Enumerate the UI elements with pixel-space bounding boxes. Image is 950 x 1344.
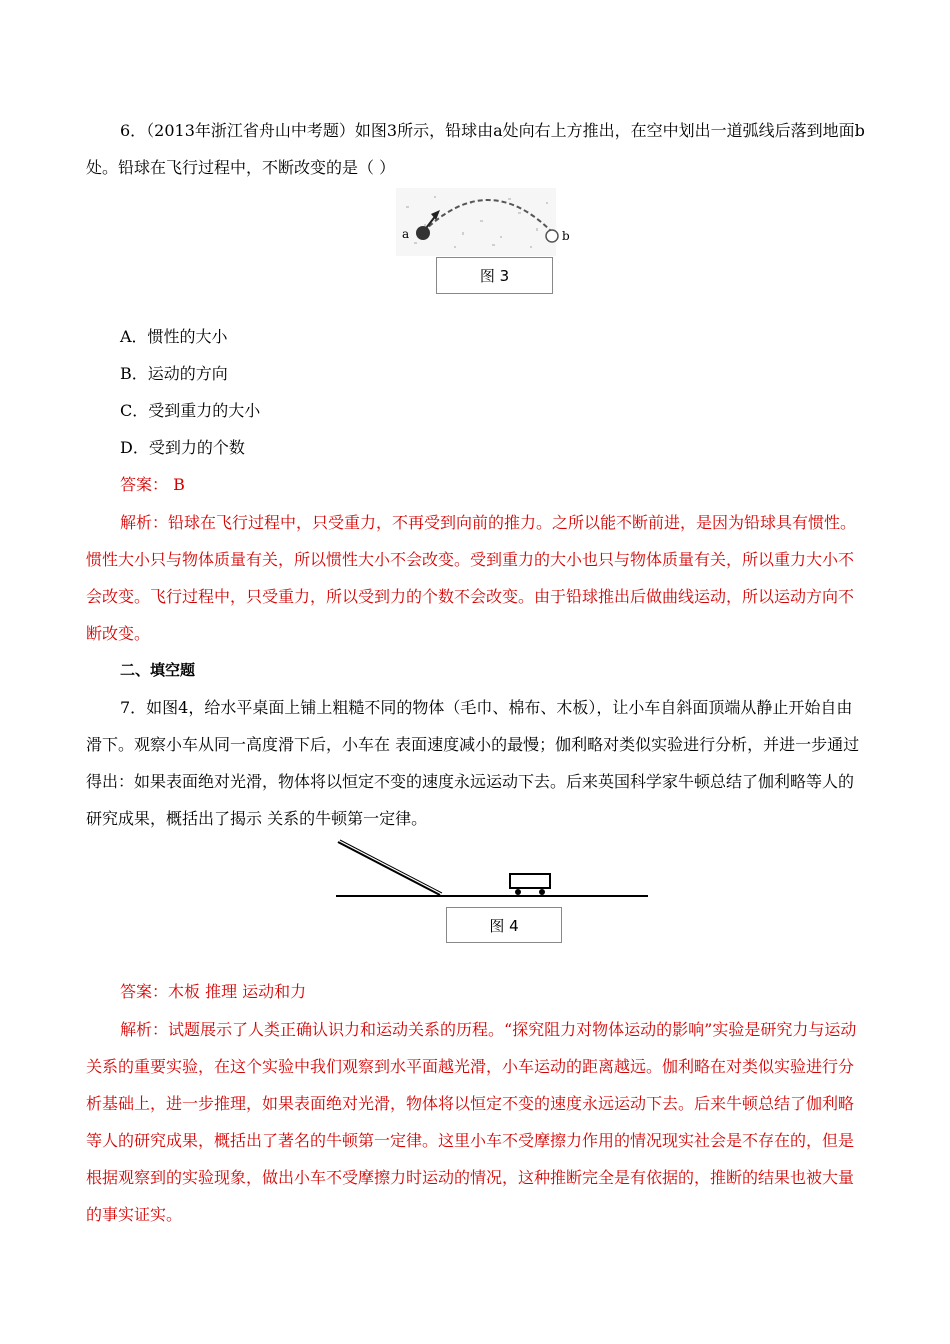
- ball-a: [416, 226, 430, 240]
- figure-3-caption: 图 3: [436, 257, 553, 294]
- question-7-text: 7．如图4，给水平桌面上铺上粗糙不同的物体（毛巾、棉布、木板），让小车自斜面顶端从静止开始自由滑下。观察小车从同一高度滑下后，小车在 表面速度减小的最慢；伽利略对类似实验进行分析，并进一步通过 得出：如果表面绝对光滑，物体将以恒定不变的速度永远运动下去。后来英国科学家牛顿总结了伽利略等人的研究成果，概括出了揭示 关系的牛顿第一定律。: [86, 698, 860, 828]
- option-c: C．受到重力的大小: [120, 401, 261, 420]
- incline-cart-diagram: [334, 838, 654, 902]
- cart-wheel-right: [539, 889, 545, 895]
- figure-4-caption: 图 4: [446, 907, 562, 943]
- analysis-7: 解析：试题展示了人类正确认识力和运动关系的历程。“探究阻力对物体运动的影响”实验是研究力与运动关系的重要实验，在这个实验中我们观察到水平面越光滑，小车运动的距离越远。伽利略在对类似实验进行分析基础上，进一步推理，如果表面绝对光滑，物体将以恒定不变的速度永远运动下去。后来牛顿总结了伽利略等人的研究成果，概括出了著名的牛顿第一定律。这里小车不受摩擦力作用的情况现实社会是不存在的，但是根据观察到的实验现象，做出小车不受摩擦力时运动的情况，这种推断完全是有依据的，推断的结果也被大量的事实证实。: [86, 1020, 857, 1224]
- label-b: b: [562, 229, 570, 243]
- question-6-text: 6．（2013年浙江省舟山中考题）如图3所示，铅球由a处向右上方推出，在空中划出一道弧线后落到地面b处。铅球在飞行过程中，不断改变的是（ ）: [86, 121, 865, 177]
- option-b: B．运动的方向: [120, 364, 228, 383]
- answer-7: 答案：木板 推理 运动和力: [120, 982, 307, 1001]
- cart-wheel-left: [515, 889, 521, 895]
- option-d: D．受到力的个数: [120, 438, 245, 457]
- answer-6: 答案： B: [120, 475, 185, 494]
- analysis-6: 解析：铅球在飞行过程中，只受重力，不再受到向前的推力。之所以能不断前进，是因为铅球具有惯性。惯性大小只与物体质量有关，所以惯性大小不会改变。受到重力的大小也只与物体质量有关，所以重力大小不会改变。飞行过程中，只受重力，所以受到力的个数不会改变。由于铅球推出后做曲线运动，所以运动方向不断改变。: [86, 513, 857, 643]
- label-a: a: [402, 227, 410, 241]
- incline-line: [338, 842, 440, 895]
- ball-b: [546, 230, 558, 242]
- option-a: A．惯性的大小: [120, 327, 228, 346]
- figure-4: [334, 838, 654, 902]
- cart-body: [510, 874, 550, 888]
- section-title: 二、填空题: [120, 661, 196, 679]
